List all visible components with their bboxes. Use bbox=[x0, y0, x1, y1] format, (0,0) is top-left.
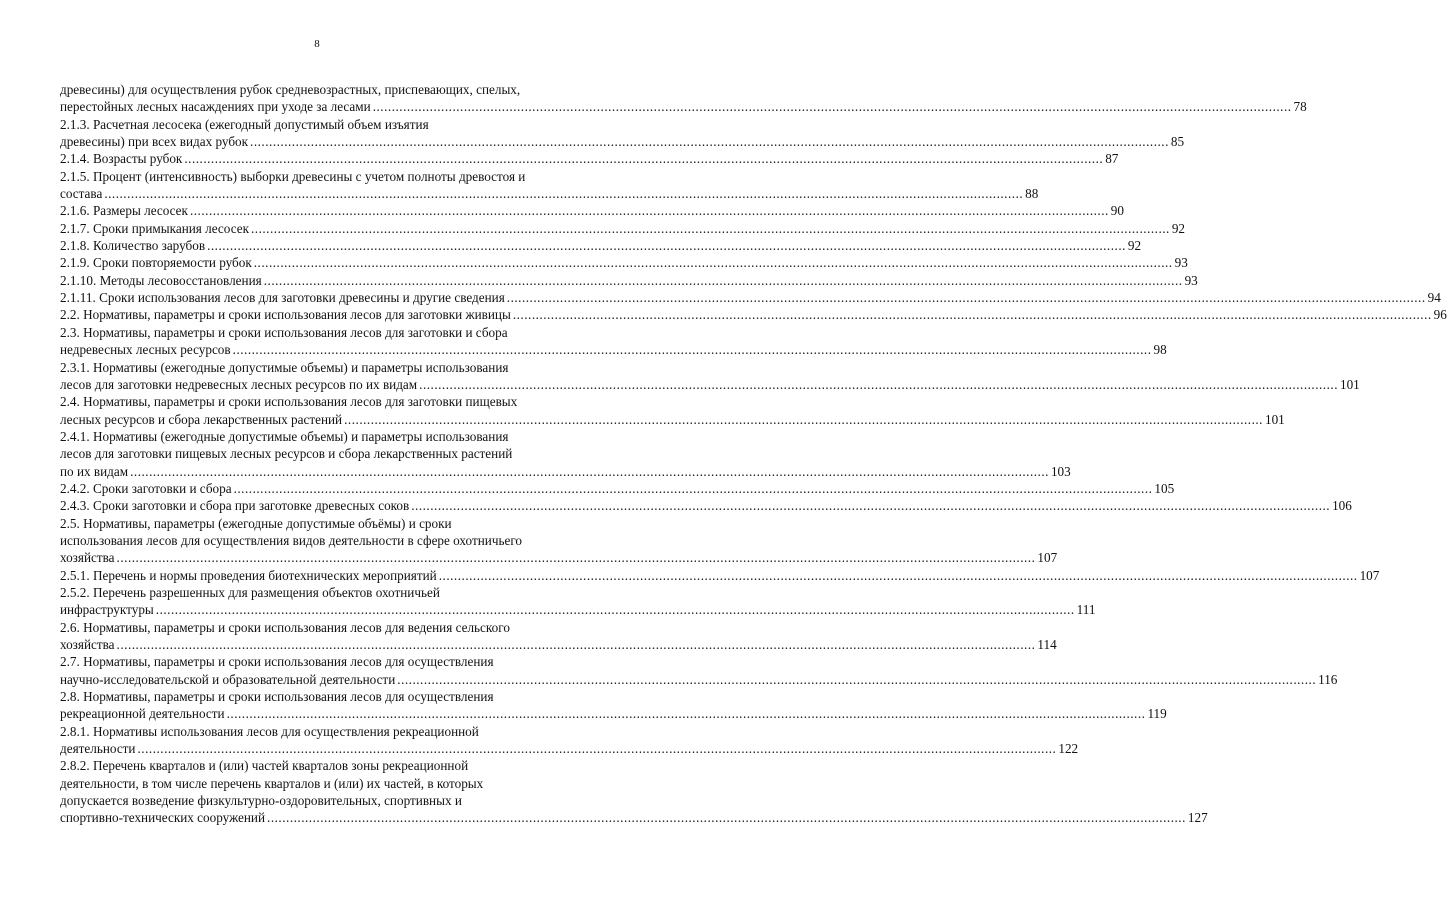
dot-leader bbox=[130, 463, 1049, 480]
toc-page-number: 87 bbox=[1105, 151, 1119, 167]
toc-entry-leader-line bbox=[60, 740, 1079, 757]
dot-leader bbox=[190, 202, 1109, 219]
toc-entry-title: 2.2. Нормативы, параметры и сроки использования лесов для заготовки живицы bbox=[60, 307, 511, 323]
dot-leader bbox=[227, 705, 1146, 722]
toc-entry bbox=[60, 723, 1079, 758]
toc-entry-leader-line bbox=[60, 306, 1447, 323]
dot-leader bbox=[267, 809, 1186, 826]
toc-entry bbox=[60, 757, 1208, 826]
toc-entry-title: состава bbox=[60, 186, 103, 202]
toc-page-number: 88 bbox=[1025, 186, 1039, 202]
toc-entry-title: 2.4.2. Сроки заготовки и сбора bbox=[60, 480, 232, 496]
toc-entry bbox=[60, 567, 1380, 584]
toc-entry-title: 2.1.10. Методы лесовосстановления bbox=[60, 272, 262, 288]
toc-entry-leader-line bbox=[60, 185, 1039, 202]
toc-page-number: 78 bbox=[1293, 99, 1307, 115]
toc-entry-title: 2.5.1. Перечень и нормы проведения биотехнических мероприятий bbox=[60, 567, 437, 583]
toc-entry-title: 2.1.9. Сроки повторяемости рубок bbox=[60, 255, 252, 271]
toc-entry-title: перестойных лесных насаждениях при уходе за лесами bbox=[60, 99, 371, 115]
toc-entry bbox=[60, 254, 1188, 271]
toc-entry-leader-line bbox=[60, 220, 1186, 237]
toc-entry-leader-line bbox=[60, 341, 1167, 358]
toc-entry-line: 2.8.2. Перечень кварталов и (или) частей кварталов зоны рекреационной bbox=[60, 758, 469, 774]
toc-entry-title: 2.4.3. Сроки заготовки и сбора при заготовке древесных соков bbox=[60, 498, 410, 514]
toc-entry bbox=[60, 393, 1285, 428]
toc-page-number: 92 bbox=[1171, 220, 1186, 236]
toc-entry-line: 2.3.1. Нормативы (ежегодные допустимые объемы) и параметры использования bbox=[60, 359, 509, 375]
dot-leader bbox=[419, 376, 1338, 393]
toc-entry-title: лесов для заготовки недревесных лесных ресурсов по их видам bbox=[60, 376, 418, 392]
toc-entry bbox=[60, 220, 1186, 237]
toc-page-number: 92 bbox=[1127, 238, 1142, 254]
toc-entry bbox=[60, 237, 1142, 254]
dot-leader bbox=[411, 497, 1330, 514]
toc-entry bbox=[60, 306, 1447, 323]
toc-entry-title: хозяйства bbox=[60, 550, 115, 566]
toc-entry bbox=[60, 480, 1175, 497]
toc-entry-title: 2.1.11. Сроки использования лесов для заготовки древесины и другие сведения bbox=[60, 290, 505, 306]
toc-entry-leader-line bbox=[60, 272, 1198, 289]
toc-entry bbox=[60, 202, 1124, 219]
toc-entry-title: 2.1.7. Сроки примыкания лесосек bbox=[60, 220, 249, 236]
toc-page-number: 127 bbox=[1187, 810, 1208, 826]
toc-entry-leader-line bbox=[60, 289, 1441, 306]
toc-entry-leader-line bbox=[60, 671, 1338, 688]
toc-page-number: 96 bbox=[1433, 307, 1447, 323]
toc-entry-title: деятельности bbox=[60, 741, 136, 757]
toc-entry-line: 2.1.5. Процент (интенсивность) выборки древесины с учетом полноты древостоя и bbox=[60, 168, 526, 184]
toc-entry-line: 2.8. Нормативы, параметры и сроки использования лесов для осуществления bbox=[60, 689, 494, 705]
toc-entry-leader-line bbox=[60, 376, 1360, 393]
toc-page-number: 94 bbox=[1427, 290, 1441, 306]
toc-entry-leader-line bbox=[60, 463, 1071, 480]
dot-leader bbox=[156, 601, 1075, 618]
page-number: 8 bbox=[314, 38, 320, 50]
toc-page-number: 107 bbox=[1037, 550, 1058, 566]
toc-entry-leader-line bbox=[60, 549, 1058, 566]
toc-entry-line: 2.6. Нормативы, параметры и сроки использования лесов для ведения сельского bbox=[60, 619, 510, 635]
toc-entry-line: 2.7. Нормативы, параметры и сроки использования лесов для осуществления bbox=[60, 654, 494, 670]
toc-page-number: 103 bbox=[1050, 463, 1071, 479]
dot-leader bbox=[439, 567, 1358, 584]
toc-entry-title: 2.1.6. Размеры лесосек bbox=[60, 203, 188, 219]
dot-leader bbox=[104, 185, 1023, 202]
dot-leader bbox=[397, 671, 1316, 688]
toc-entry-leader-line bbox=[60, 202, 1124, 219]
toc-page-number: 98 bbox=[1153, 342, 1167, 358]
toc-entry-line: 2.3. Нормативы, параметры и сроки использования лесов для заготовки и сбора bbox=[60, 324, 508, 340]
toc-entry-leader-line bbox=[60, 601, 1096, 618]
toc-page-number: 119 bbox=[1147, 706, 1167, 722]
toc-entry-title: 2.1.8. Количество зарубов bbox=[60, 238, 206, 254]
toc-page-number: 101 bbox=[1264, 411, 1285, 427]
toc-page-number: 105 bbox=[1154, 480, 1175, 496]
toc-page-number: 90 bbox=[1110, 203, 1124, 219]
toc-entry-title: научно-исследовательской и образовательной деятельности bbox=[60, 671, 396, 687]
toc-entry-leader-line bbox=[60, 480, 1175, 497]
toc-entry bbox=[60, 584, 1096, 619]
toc-entry bbox=[60, 428, 1071, 480]
toc-entry-title: лесных ресурсов и сбора лекарственных растений bbox=[60, 411, 343, 427]
toc-entry-line: древесины) для осуществления рубок средневозрастных, приспевающих, спелых, bbox=[60, 82, 521, 97]
toc-entry-title: хозяйства bbox=[60, 637, 115, 652]
toc-entry bbox=[60, 81, 1307, 116]
dot-leader bbox=[117, 636, 1036, 653]
toc-page-number: 101 bbox=[1339, 376, 1360, 392]
toc-entry-title: недревесных лесных ресурсов bbox=[60, 342, 231, 358]
dot-leader bbox=[264, 272, 1183, 289]
toc-entry-line: 2.1.3. Расчетная лесосека (ежегодный допустимый объем изъятия bbox=[60, 116, 429, 132]
toc-entry-line: использования лесов для осуществления видов деятельности в сфере охотничьего bbox=[60, 532, 522, 548]
toc-page-number: 93 bbox=[1174, 255, 1188, 271]
toc-page-number: 116 bbox=[1318, 671, 1338, 687]
toc-entry-leader-line bbox=[60, 411, 1285, 428]
dot-leader bbox=[513, 306, 1432, 323]
dot-leader bbox=[234, 480, 1153, 497]
toc-entry bbox=[60, 619, 1057, 654]
toc-entry-leader-line bbox=[60, 98, 1307, 115]
toc-entry bbox=[60, 653, 1338, 688]
toc-page-number: 106 bbox=[1332, 498, 1352, 514]
toc-entry-leader-line bbox=[60, 636, 1057, 653]
toc-page-number: 93 bbox=[1184, 272, 1198, 288]
toc-entry-leader-line bbox=[60, 237, 1142, 254]
dot-leader bbox=[207, 237, 1126, 254]
toc-entry-leader-line bbox=[60, 254, 1188, 271]
toc-entry-title: спортивно-технических сооружений bbox=[60, 810, 266, 826]
toc-entry-line: 2.5. Нормативы, параметры (ежегодные допустимые объёмы) и сроки bbox=[60, 515, 452, 531]
toc-entry-line: деятельности, в том числе перечень кварталов и (или) их частей, в которых bbox=[60, 775, 484, 791]
toc-entry bbox=[60, 497, 1352, 514]
dot-leader bbox=[373, 98, 1292, 115]
dot-leader bbox=[250, 133, 1169, 150]
dot-leader bbox=[344, 411, 1263, 428]
toc-page-number: 111 bbox=[1076, 602, 1096, 618]
toc-entry-line: 2.4. Нормативы, параметры и сроки использования лесов для заготовки пищевых bbox=[60, 394, 518, 410]
toc-entry-line: 2.4.1. Нормативы (ежегодные допустимые объемы) и параметры использования bbox=[60, 428, 509, 444]
toc-entry-leader-line bbox=[60, 150, 1119, 167]
toc-entry-line: лесов для заготовки пищевых лесных ресурсов и сбора лекарственных растений bbox=[60, 446, 513, 462]
toc-entry bbox=[60, 150, 1119, 167]
toc-entry-title: инфраструктуры bbox=[60, 602, 154, 618]
toc-entry-leader-line bbox=[60, 497, 1352, 514]
toc-entry-leader-line bbox=[60, 567, 1380, 584]
toc-entry-title: по их видам bbox=[60, 463, 129, 479]
toc-entry-line: 2.8.1. Нормативы использования лесов для осуществления рекреационной bbox=[60, 723, 479, 739]
dot-leader bbox=[117, 549, 1036, 566]
toc-entry-line: допускается возведение физкультурно-оздоровительных, спортивных и bbox=[60, 793, 462, 809]
dot-leader bbox=[233, 341, 1152, 358]
toc-entry bbox=[60, 324, 1167, 359]
toc-entry bbox=[60, 359, 1360, 394]
toc-entry-leader-line bbox=[60, 133, 1185, 150]
toc-entry bbox=[60, 289, 1441, 306]
toc-entry-leader-line bbox=[60, 705, 1167, 722]
toc-entry bbox=[60, 515, 1058, 567]
toc-entry-title: древесины) при всех видах рубок bbox=[60, 134, 249, 150]
toc-entry bbox=[60, 168, 1039, 203]
toc-entry-leader-line bbox=[60, 809, 1208, 826]
dot-leader bbox=[184, 150, 1103, 167]
dot-leader bbox=[251, 220, 1170, 237]
toc-page-number: 85 bbox=[1170, 134, 1185, 150]
toc-entry-title: рекреационной деятельности bbox=[60, 706, 225, 722]
toc-entry-title: 2.1.4. Возрасты рубок bbox=[60, 151, 183, 167]
toc-entry bbox=[60, 272, 1198, 289]
toc-entry bbox=[60, 688, 1167, 723]
toc-page-number: 107 bbox=[1359, 567, 1380, 583]
toc-page-number: 122 bbox=[1058, 741, 1079, 757]
toc-entry bbox=[60, 116, 1185, 151]
toc-page-number: 114 bbox=[1037, 637, 1057, 652]
dot-leader bbox=[254, 254, 1173, 271]
toc-entry-line: 2.5.2. Перечень разрешенных для размещения объектов охотничьей bbox=[60, 584, 440, 600]
table-of-contents bbox=[60, 81, 1447, 827]
dot-leader bbox=[507, 289, 1426, 306]
dot-leader bbox=[138, 740, 1057, 757]
